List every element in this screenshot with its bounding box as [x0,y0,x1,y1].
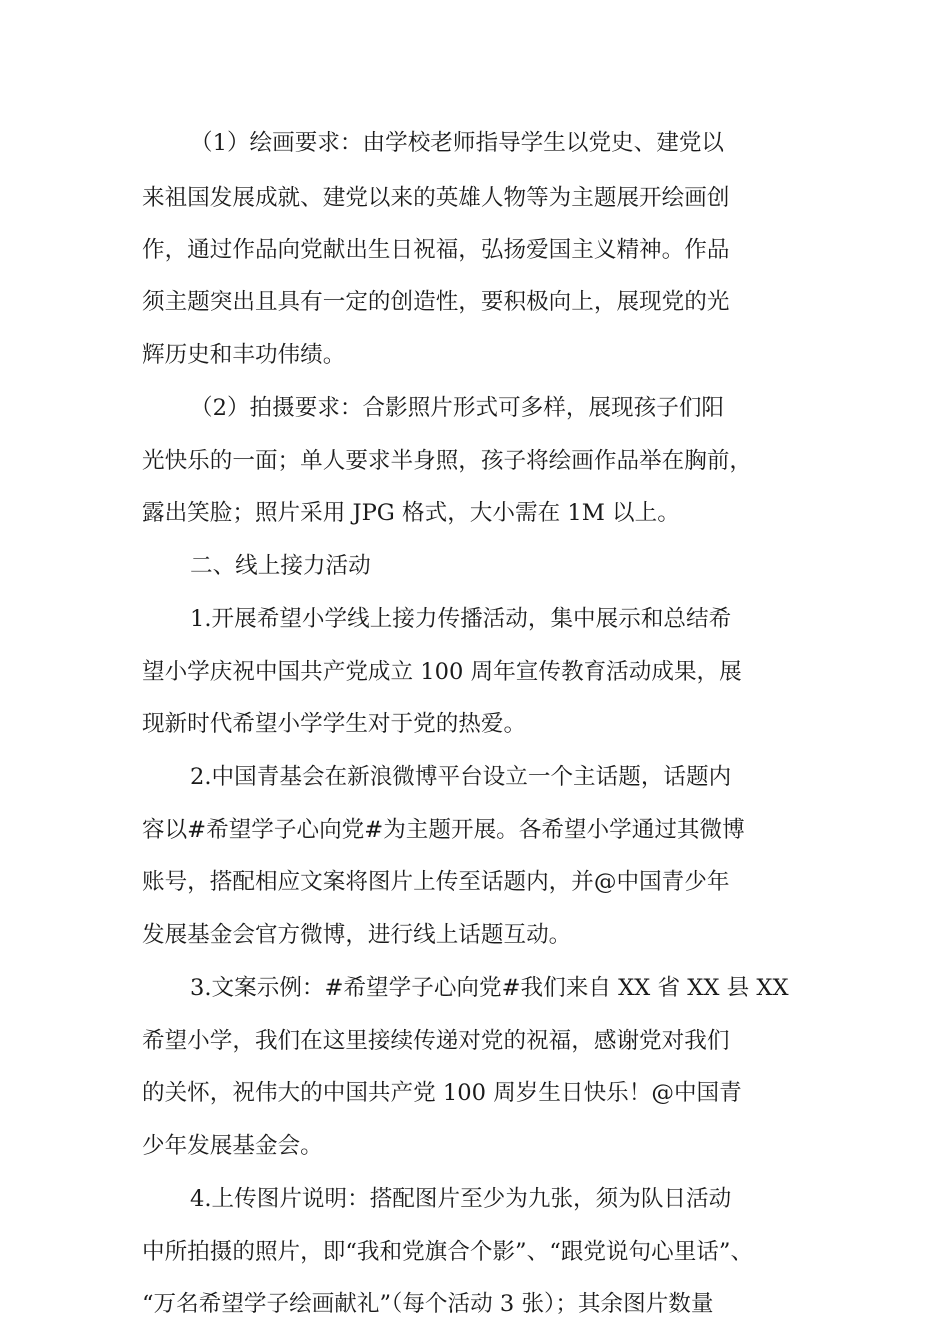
paragraph-line: 希望小学，我们在这里接续传递对党的祝福，感谢党对我们 [142,1028,730,1054]
paragraph-line: 的关怀，祝伟大的中国共产党 100 周岁生日快乐！@中国青 [142,1080,742,1106]
paragraph-line: 光快乐的一面；单人要求半身照，孩子将绘画作品举在胸前， [142,448,753,474]
paragraph-line: 现新时代希望小学学生对于党的热爱。 [142,711,527,737]
paragraph-line: 发展基金会官方微博，进行线上话题互动。 [142,922,572,948]
paragraph-line: 1.开展希望小学线上接力传播活动，集中展示和总结希 [190,606,732,632]
section-heading: 二、线上接力活动 [190,553,371,579]
paragraph-line: 3.文案示例：#希望学子心向党#我们来自 XX 省 XX 县 XX [190,975,789,1001]
paragraph-line: （2）拍摄要求：合影照片形式可多样，展现孩子们阳 [190,395,725,421]
paragraph-line: “万名希望学子绘画献礼”（每个活动 3 张）；其余图片数量 [142,1291,714,1317]
paragraph-line: 辉历史和丰功伟绩。 [142,342,346,368]
paragraph-line: （1）绘画要求：由学校老师指导学生以党史、建党以 [190,130,725,156]
paragraph-line: 作，通过作品向党献出生日祝福，弘扬爱国主义精神。作品 [142,237,730,263]
paragraph-line: 来祖国发展成就、建党以来的英雄人物等为主题展开绘画创 [142,185,730,211]
paragraph-line: 露出笑脸；照片采用 JPG 格式，大小需在 1M 以上。 [142,500,680,526]
paragraph-line: 容以#希望学子心向党#为主题开展。各希望小学通过其微博 [142,817,745,843]
paragraph-line: 4.上传图片说明：搭配图片至少为九张，须为队日活动 [190,1186,732,1212]
paragraph-line: 2.中国青基会在新浪微博平台设立一个主话题，话题内 [190,764,732,790]
paragraph-line: 望小学庆祝中国共产党成立 100 周年宣传教育活动成果，展 [142,659,742,685]
paragraph-line: 账号，搭配相应文案将图片上传至话题内，并@中国青少年 [142,869,730,895]
paragraph-line: 须主题突出且具有一定的创造性，要积极向上，展现党的光 [142,289,730,315]
paragraph-line: 少年发展基金会。 [142,1133,323,1159]
paragraph-line: 中所拍摄的照片，即“我和党旗合个影”、“跟党说句心里话”、 [142,1239,754,1265]
